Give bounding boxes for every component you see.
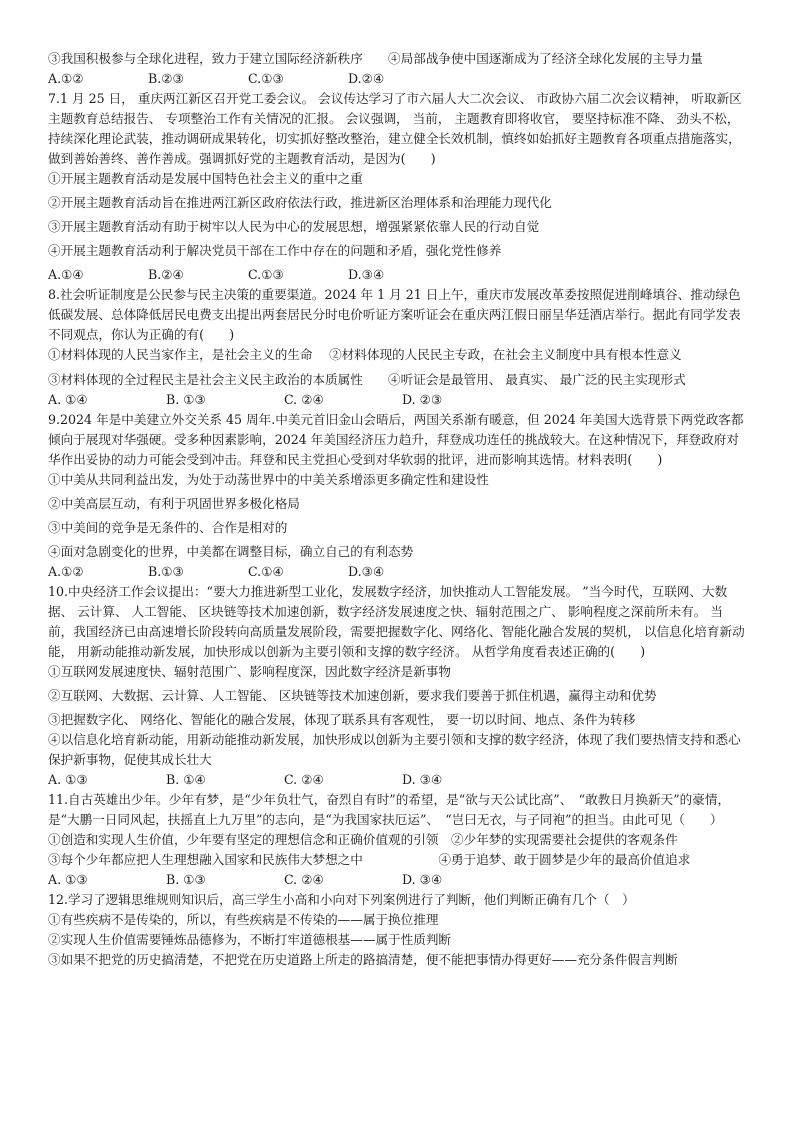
q11-statement-3-4: ③每个少年都应把人生理想融入国家和民族伟大梦想之中 ④勇于追梦、敢于圆梦是少年的最高价值追求: [48, 852, 691, 867]
q11-option-c[interactable]: C. ②④: [284, 872, 324, 887]
q11-option-a[interactable]: A. ①③: [48, 872, 88, 887]
q12-statement-1: ①有些疾病不是传染的，所以，有些疾病是不传染的——属于换位推理: [48, 912, 439, 927]
q10-statement-3: ③把握数字化、 网络化、智能化的融合发展，体现了联系具有客观性， 要一切以时间、地点、条件为转移: [48, 712, 636, 727]
q10-option-a[interactable]: A. ①③: [48, 772, 88, 787]
q8-statement-3-4: ③材料体现的全过程民主是社会主义民主政治的本质属性 ④听证会是最管用、 最真实、 最广泛的民主实现形式: [48, 372, 686, 387]
q9-stem: 9.2024 年是中美建立外交关系 45 周年.中美元首旧金山会晤后，两国关系渐有暖意，但 2024 年美国大选背景下两党政客都倾向于展现对华强硬。受多种因素影响，2024 年美国经济压力趋升，拜登成功连任的挑战较大。在这种情况下，拜登政府对华作出妥协的动力可能会受到冲击。拜登和民主党担心受到对华软弱的批评，进而影响其选情。材料表明( ): [48, 412, 744, 467]
q6-options: [48, 69, 747, 89]
q7-option-d[interactable]: D.③④: [348, 267, 385, 282]
q10-statement-4: ④以信息化培育新动能，用新动能推动新发展，加快形成以创新为主要引领和支撑的数字经济，体现了我们要热情支持和悉心保护新事物，促使其成长壮大: [48, 732, 741, 767]
q10-option-c[interactable]: C. ②④: [284, 772, 324, 787]
q10-statement-1: ①互联网发展速度快、辐射范围广、影响程度深，因此数字经济是新事物: [48, 664, 451, 679]
q6-option-c[interactable]: C.①③: [248, 71, 284, 86]
q12-statement-3: ③如果不把党的历史搞清楚，不把党在历史道路上所走的路搞清楚，便不能把事情办得更好——充分条件假言判断: [48, 952, 678, 967]
q12-statement-2: ②实现人生价值需要锤炼品德修为，不断打牢道德根基——属于性质判断: [48, 932, 451, 947]
q8-statement-1-2: ①材料体现的人民当家作主，是社会主义的生命 ②材料体现的人民民主专政，在社会主义制度中具有根本性意义: [48, 347, 682, 362]
q7-option-b[interactable]: B.②④: [148, 267, 184, 282]
q7-stem: 7.1 月 25 日， 重庆两江新区召开党工委会议。 会议传达学习了市六届人大二次会议、 市政协六届二次会议精神， 听取新区主题教育总结报告、 专项整治工作有关情况的汇报。 会议强调， 当前， 主题教育即将收官， 要坚持标准不降、 劲头不松，持续深化理论武装，推动调研成果转化，切实抓好整改整治，建立健全长效机制，慎终如始抓好主题教育各项重点措施落实，做到善始善终、善作善成。强调抓好党的主题教育活动，是因为( ): [48, 91, 742, 166]
q10-stem: 10.中央经济工作会议提出：“要大力推进新型工业化，发展数字经济，加快推动人工智能发展。 ”当今时代，互联网、大数据、 云计算、 人工智能、 区块链等技术加速创新，数字经济发展速度之快、辐射范围之广、 影响程度之深前所未有。 当前，我国经济已由高速增长阶段转向高质量发展阶段，需要把握数字化、网络化、智能化融合发展的契机， 以信息化培育新动能， 用新动能推动新发展，加快形成以创新为主要引领和支撑的数字经济。 从哲学角度看表述正确的( ): [48, 584, 745, 659]
q7-option-a[interactable]: A.①④: [48, 267, 84, 282]
q10-option-b[interactable]: B. ①④: [166, 772, 206, 787]
q7-option-c[interactable]: C.①③: [248, 267, 284, 282]
q6-option-a[interactable]: A.①②: [48, 71, 84, 86]
q8-option-a[interactable]: A. ①④: [48, 392, 88, 407]
q6-option-b[interactable]: B.②③: [148, 71, 184, 86]
q9-options: [48, 562, 747, 582]
q10-statement-2: ②互联网、大数据、云计算、人工智能、 区块链等技术加速创新，要求我们要善于抓住机遇，赢得主动和优势: [48, 688, 657, 703]
q10-options: [48, 770, 747, 790]
q8-option-d[interactable]: D. ②③: [402, 392, 443, 407]
q11-stem: 11.自古英雄出少年。少年有梦，是“少年负壮气，奋烈自有时”的希望，是“欲与天公试比高”、 “敢教日月换新天”的豪情，是“大鹏一日同风起，扶摇直上九万里”的志向，是“为我国家扶厄运”、 “岂曰无衣，与子同袍”的担当。由此可见（ ）: [48, 792, 731, 827]
q11-option-d[interactable]: D. ③④: [402, 872, 443, 887]
q9-statement-1: ①中美从共同利益出发，为处于动荡世界中的中美关系增添更多确定性和建设性: [48, 472, 489, 487]
q8-stem: 8.社会听证制度是公民参与民主决策的重要渠道。2024 年 1 月 21 日上午，重庆市发展改革委按照促进削峰填谷、推动绿色低碳发展、总体降低居民电费支出提出两套居民分时电价听证方案听证会在重庆两江假日丽呈华廷酒店举行。据此有同学发表不同观点，你认为正确的有( ): [48, 287, 741, 342]
q11-options: [48, 870, 747, 890]
q6-statement-3-4: ③我国积极参与全球化进程，致力于建立国际经济新秩序 ④局部战争使中国逐渐成为了经济全球化发展的主导力量: [48, 51, 703, 66]
q11-option-b[interactable]: B. ①③: [166, 872, 206, 887]
q9-statement-4: ④面对急剧变化的世界，中美都在调整目标，确立自己的有利态势: [48, 544, 414, 559]
q7-statement-2: ②开展主题教育活动旨在推进两江新区政府依法行政，推进新区治理体系和治理能力现代化: [48, 195, 552, 210]
q7-options: [48, 265, 747, 285]
q10-option-d[interactable]: D. ③④: [402, 772, 443, 787]
q9-option-b[interactable]: B.①③: [148, 564, 184, 579]
q7-statement-3: ③开展主题教育活动有助于树牢以人民为中心的发展思想，增强紧紧依靠人民的行动自觉: [48, 219, 540, 234]
q9-option-d[interactable]: D.③④: [348, 564, 385, 579]
q9-option-c[interactable]: C.①④: [248, 564, 284, 579]
q9-option-a[interactable]: A.①②: [48, 564, 84, 579]
q6-option-d[interactable]: D.②④: [348, 71, 385, 86]
q8-options: [48, 390, 747, 410]
q9-statement-3: ③中美间的竞争是无条件的、合作是相对的: [48, 520, 288, 535]
q7-statement-1: ①开展主题教育活动是发展中国特色社会主义的重中之重: [48, 171, 363, 186]
q11-statement-1-2: ①创造和实现人生价值，少年要有坚定的理想信念和正确价值观的引领 ②少年梦的实现需要社会提供的客观条件: [48, 832, 678, 847]
q7-statement-4: ④开展主题教育活动利于解决党员干部在工作中存在的问题和矛盾，强化党性修养: [48, 243, 502, 258]
q9-statement-2: ②中美高层互动，有利于巩固世界多极化格局: [48, 496, 300, 511]
q12-stem: 12.学习了逻辑思维规则知识后，高三学生小高和小向对下列案例进行了判断，他们判断正确有几个（ ）: [48, 892, 635, 907]
q8-option-c[interactable]: C. ②④: [284, 392, 324, 407]
q8-option-b[interactable]: B. ①③: [166, 392, 206, 407]
